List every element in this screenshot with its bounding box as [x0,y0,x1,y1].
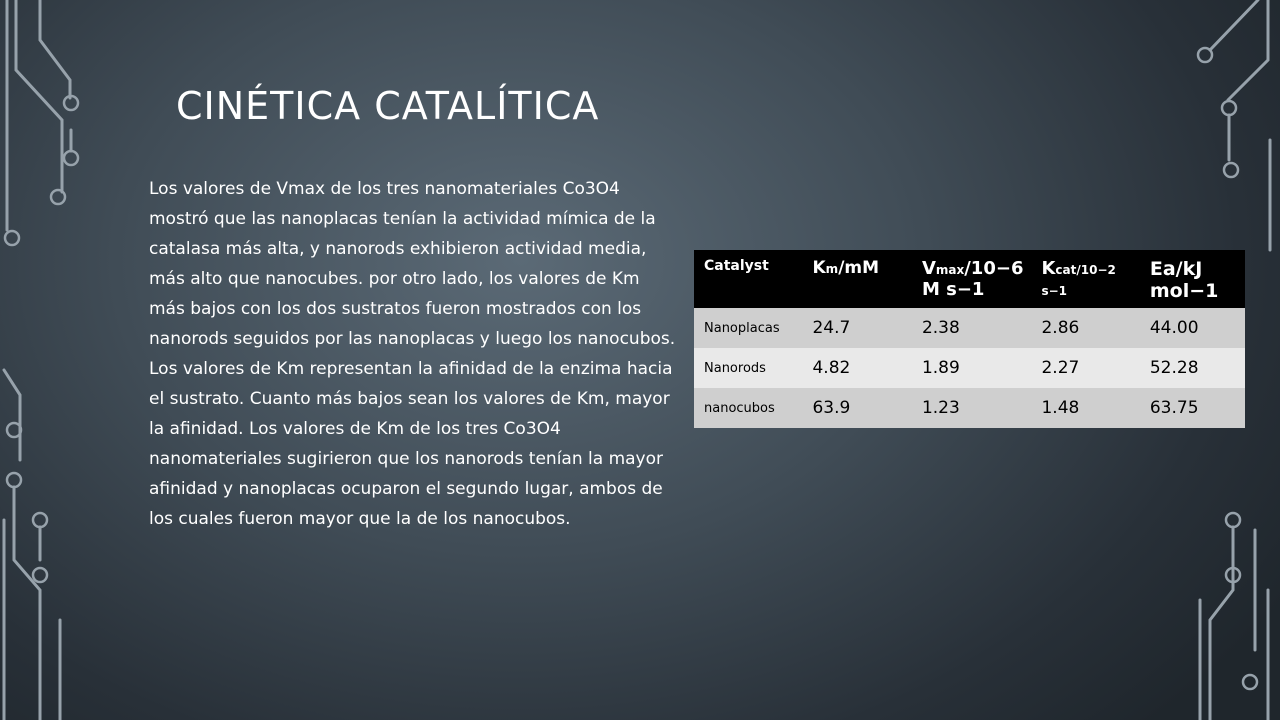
table-cell: 2.38 [912,308,1032,348]
header-ea-text: Ea/kJ mol−1 [1149,258,1219,302]
body-paragraph: Los valores de Vmax de los tres nanomateriales Co3O4 mostró que las nanoplacas tenían la actividad mímica de la catalasa más alta, y nanorods exhibieron actividad media, más alto que nanocubes. por otro lado, los valores de Km más bajos con los dos sustratos fueron mostrados con los nanorods seguidos por las nanoplacas y luego los nanocubos. Los valores de Km representan la afinidad de la enzima hacia el sustrato. Cuanto más bajos sean los valores de Km, mayor la afinidad. Los valores de Km de los tres Co3O4 nanomateriales sugirieron que los nanorods tenían la mayor afinidad y nanoplacas ocuparon el segundo lugar, ambos de los cuales fueron mayor que la de los nanocubos. [149,179,676,529]
header-vmax-main: V [921,258,936,279]
table-cell: 4.82 [802,348,911,388]
table-cell: 63.9 [802,388,911,428]
table-row [694,388,1245,428]
header-km-main: K [812,258,826,278]
header-catalyst-text: Catalyst [704,258,769,274]
table-cell: 52.28 [1140,348,1245,388]
header-km-sub: m [825,262,839,276]
table-cell: 1.89 [912,348,1032,388]
table-row [694,348,1245,388]
header-kcat [1031,250,1139,308]
header-km [802,250,911,308]
table-cell: 44.00 [1140,308,1245,348]
table-cell: 1.48 [1031,388,1139,428]
header-vmax [912,250,1032,308]
table-cell: Nanoplacas [694,308,802,348]
table-cell: 1.23 [912,388,1032,428]
table-cell: 2.27 [1031,348,1139,388]
kinetics-table [694,250,1245,428]
header-vmax-unit: /10−6 M s−1 [921,258,1024,300]
table-cell: 63.75 [1140,388,1245,428]
header-vmax-sub: max [935,263,965,277]
table-cell: 2.86 [1031,308,1139,348]
table-cell: Nanorods [694,348,802,388]
header-km-unit: /mM [838,258,880,278]
header-ea [1140,250,1245,308]
table-header-row [694,250,1245,308]
table-cell: 24.7 [802,308,911,348]
table-cell: nanocubos [694,388,802,428]
slide-title: CINÉTICA CATALÍTICA [176,84,600,128]
header-kcat-main: K [1041,258,1056,279]
header-kcat-sub: cat [1055,263,1077,277]
header-catalyst [694,250,802,308]
header-kcat-unit: /10−2 s−1 [1041,263,1116,298]
table-row [694,308,1245,348]
